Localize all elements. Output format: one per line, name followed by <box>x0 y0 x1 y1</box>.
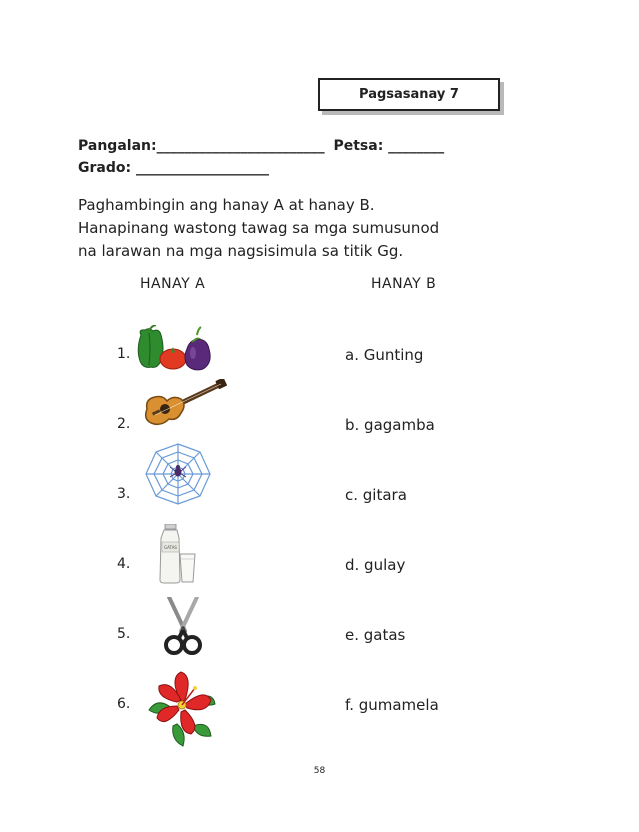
milk-icon <box>158 524 198 584</box>
instruction-line: na larawan na mga nagsisimula sa titik Gg. <box>78 242 404 260</box>
date-label: Petsa: <box>333 138 384 154</box>
instructions <box>78 194 508 263</box>
column-a-heading: HANAY A <box>140 276 206 292</box>
answer-option: c. gitara <box>345 486 407 504</box>
item-number: 3. <box>117 486 131 502</box>
column-b-heading: HANAY B <box>371 276 437 292</box>
name-label: Pangalan: <box>78 138 157 154</box>
exercise-title-text: Pagsasanay 7 <box>359 87 459 102</box>
hibiscus-icon <box>143 668 219 748</box>
name-date-line <box>78 138 444 154</box>
milk-label-text: GATAS <box>164 545 177 550</box>
grade-blank: ___________________ <box>135 160 269 176</box>
answer-option: a. Gunting <box>345 346 424 364</box>
grade-label: Grado: <box>78 160 132 176</box>
answer-option: b. gagamba <box>345 416 435 434</box>
answer-option: e. gatas <box>345 626 406 644</box>
name-blank: ________________________ <box>156 138 325 154</box>
spider-web-icon <box>143 441 213 507</box>
exercise-title <box>318 78 500 111</box>
item-number: 6. <box>117 696 131 712</box>
item-number: 1. <box>117 346 131 362</box>
grade-line <box>78 160 269 176</box>
scissors-icon <box>163 597 203 657</box>
date-blank: ________ <box>388 138 445 154</box>
item-number: 2. <box>117 416 131 432</box>
guitar-icon <box>143 379 227 429</box>
page-number: 58 <box>313 766 326 776</box>
instruction-line: Paghambingin ang hanay A at hanay B. <box>78 196 375 214</box>
instruction-line: Hanapinang wastong tawag sa mga sumusunod <box>78 219 440 237</box>
answer-option: d. gulay <box>345 556 406 574</box>
item-number: 5. <box>117 626 131 642</box>
vegetables-icon <box>135 325 215 371</box>
item-number: 4. <box>117 556 131 572</box>
answer-option: f. gumamela <box>345 696 439 714</box>
